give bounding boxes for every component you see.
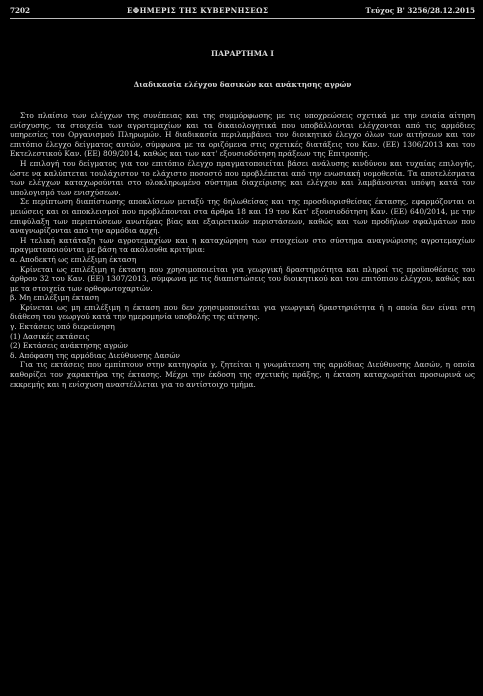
document-subtitle: Διαδικασία ελέγχου δασικών και ανάκτησης αγρών — [133, 80, 352, 89]
list-heading: γ. Εκτάσεις υπό διερεύνηση — [10, 322, 115, 332]
publication-title: ΕΦΗΜΕΡΙΣ ΤΗΣ ΚΥΒΕΡΝΗΣΕΩΣ — [127, 6, 269, 15]
list-item: (1) Δασικές εκτάσεις — [10, 331, 90, 341]
paragraph: Κρίνεται ως μη επιλέξιμη η έκταση που δεν χρησιμοποιείται για γεωργική δραστηριότητα ή η οποία δεν είναι στη διάθεση του γεωργού κατά την ημερομηνία υποβολής της αίτησης. — [10, 302, 475, 322]
page-header — [10, 6, 475, 19]
paragraph: Στο πλαίσιο των ελέγχων της συνέπειας και της συμμόρφωσης με τις υποχρεώσεις σχετικά με την ενιαία αίτηση ενίσχυσης, τα στοιχεία των αγροτεμαχίων και τα δικαιολογητικά που υποβάλλονται ελέγχονται από τις αρμόδιες υπηρεσίες του Οργανισμού Πληρωμών. Η διαδικασία περιλαμβάνει τον διοικητικό έλεγχο όλων των αιτήσεων και τον επιτόπιο έλεγχο δείγματος αυτών, σύμφωνα με τα οριζόμενα στις σχετικές διατάξεις του Καν. (ΕΕ) 1306/2013 και του Εκτελεστικού Καν. (ΕΕ) 809/2014, καθώς και των κατ' εξουσιοδότηση πράξεων της Επιτροπής. — [10, 111, 475, 159]
paragraph: Κρίνεται ως επιλέξιμη η έκταση που χρησιμοποιείται για γεωργική δραστηριότητα και πληροί τις προϋποθέσεις του άρθρου 32 του Καν. (ΕΕ) 1307/2013, σύμφωνα με τις διαπιστώσεις του διοικητικού και του επιτόπιου ελέγχου, καθώς και με τα στοιχεία των ορθοφωτοχαρτών. — [10, 264, 475, 293]
list-heading: δ. Απόφαση της αρμόδιας Διεύθυνσης Δασών — [10, 350, 181, 360]
paragraph: Η τελική κατάταξη των αγροτεμαχίων και η καταχώρηση των στοιχείων στο σύστημα αναγνώρισης αγροτεμαχίων πραγματοποιούνται με βάση τα ακόλουθα κριτήρια: — [10, 235, 475, 255]
list-heading: α. Αποδεκτή ως επιλέξιμη έκταση — [10, 254, 137, 264]
paragraph: Για τις εκτάσεις που εμπίπτουν στην κατηγορία γ, ζητείται η γνωμάτευση της αρμόδιας Διεύθυνσης Δασών, η οποία καθορίζει τον χαρακτήρα της έκτασης. Μέχρι την έκδοση της σχετικής πράξης, η έκταση καταχωρείται προσωρινά ως εκκρεμής και η ενίσχυση αναστέλλεται για το αντίστοιχο τμήμα. — [10, 360, 475, 389]
document-body — [10, 111, 475, 389]
issue-number: Τεύχος Β' 3256/28.12.2015 — [365, 6, 475, 15]
list-item: (2) Εκτάσεις ανάκτησης αγρών — [10, 341, 129, 351]
section-title: ΠΑΡΑΡΤΗΜΑ Ι — [211, 49, 274, 58]
paragraph: Η επιλογή του δείγματος για τον επιτόπιο έλεγχο πραγματοποιείται βάσει ανάλυσης κινδύνου και τυχαίας επιλογής, ώστε να καλύπτεται τουλάχιστον το ελάχιστο ποσοστό που προβλέπεται από την ενωσιακή νομοθεσία. Τα αποτελέσματα των ελέγχων καταχωρούνται στο ολοκληρωμένο σύστημα διαχείρισης και ελέγχου και λαμβάνονται υπόψη κατά τον υπολογισμό των ενισχύσεων. — [10, 158, 475, 197]
page-number: 7202 — [10, 6, 31, 15]
list-heading: β. Μη επιλέξιμη έκταση — [10, 293, 99, 303]
paragraph: Σε περίπτωση διαπίστωσης αποκλίσεων μεταξύ της δηλωθείσας και της προσδιορισθείσας έκτασης, εφαρμόζονται οι μειώσεις και οι αποκλεισμοί που προβλέπονται στα άρθρα 18 και 19 του Κατ' εξουσιοδότηση Καν. (ΕΕ) 640/2014, με την επιφύλαξη των περιπτώσεων ανωτέρας βίας και εξαιρετικών περιστάσεων, καθώς και των προδήλων σφαλμάτων που αναγνωρίζονται από την αρμόδια αρχή. — [10, 197, 475, 236]
